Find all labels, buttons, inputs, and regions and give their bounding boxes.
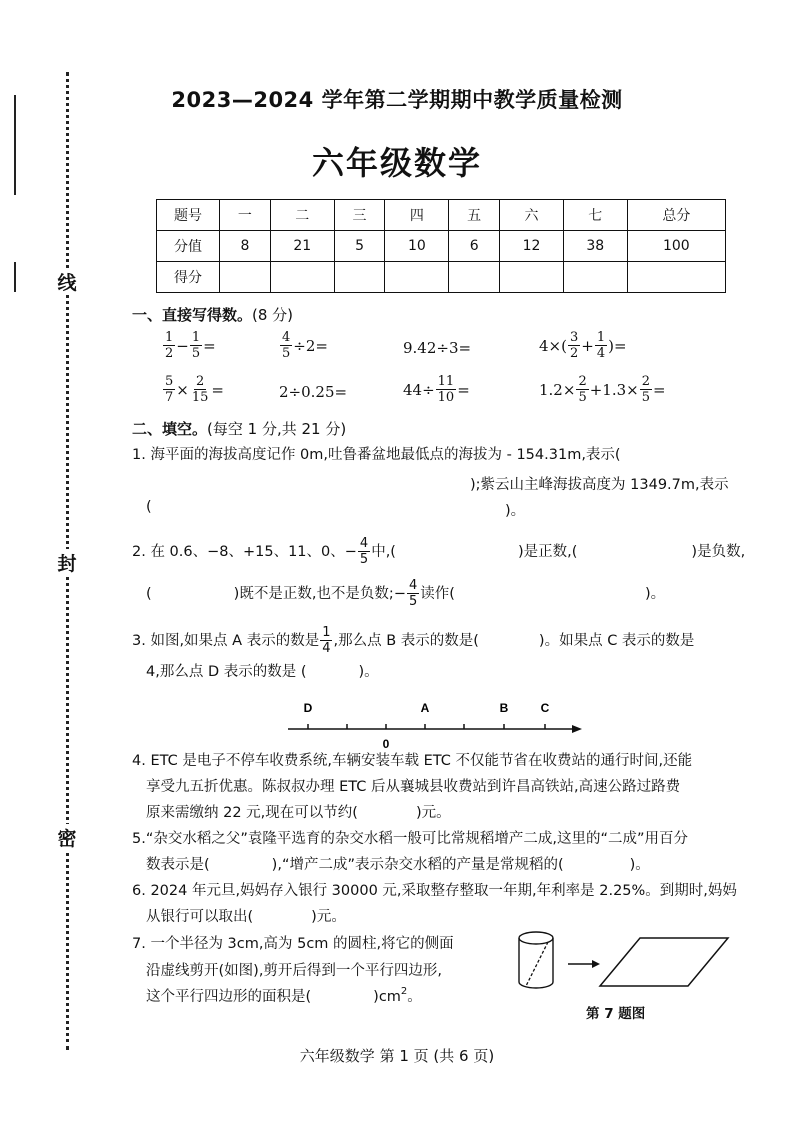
- point-label-d: D: [303, 701, 313, 715]
- calc-item-7: 44÷ $\frac{11}{10}$ =: [403, 374, 470, 405]
- score-input-cell[interactable]: [334, 262, 385, 293]
- fraction: $\frac{4}{5}$: [408, 578, 418, 609]
- table-cell: 6: [449, 231, 500, 262]
- table-cell: 三: [334, 200, 385, 231]
- score-input-cell[interactable]: [385, 262, 449, 293]
- cut-dashed-line: [526, 942, 548, 986]
- table-cell: 二: [270, 200, 334, 231]
- table-cell: 四: [385, 200, 449, 231]
- score-input-cell[interactable]: [500, 262, 564, 293]
- q4-line3: 原来需缴纳 22 元,现在可以节约( )元。: [146, 805, 451, 821]
- calc-item-1: $\frac{1}{2}$ − $\frac{1}{5}$ =: [165, 330, 216, 361]
- section2-note: (每空 1 分,共 21 分): [207, 420, 347, 438]
- q3-line2: 4,那么点 D 表示的数是 ( )。: [146, 664, 379, 680]
- point-label-b: B: [499, 701, 509, 715]
- section1-note: (8 分): [252, 306, 294, 324]
- calc-item-5: $\frac{5}{7}$ × $\frac{2}{15}$ =: [165, 374, 224, 405]
- point-label-c: C: [540, 701, 550, 715]
- table-cell: 题号: [157, 200, 220, 231]
- table-cell: 分值: [157, 231, 220, 262]
- calc-item-4: 4×( $\frac{3}{2}$ + $\frac{1}{4}$ )=: [539, 330, 627, 361]
- table-cell: 七: [563, 200, 627, 231]
- q7-line1: 7. 一个半径为 3cm,高为 5cm 的圆柱,将它的侧面: [132, 936, 454, 952]
- fraction: $\frac{5}{7}$: [165, 374, 174, 405]
- fraction: $\frac{11}{10}$: [437, 374, 455, 405]
- fraction: $\frac{1}{2}$: [165, 330, 174, 361]
- fraction: $\frac{1}{4}$: [596, 330, 606, 361]
- table-cell: 10: [385, 231, 449, 262]
- zero-label: 0: [382, 737, 390, 751]
- calc-item-8: 1.2× $\frac{2}{5}$ +1.3× $\frac{2}{5}$ =: [539, 374, 666, 405]
- section1-title: 一、直接写得数。: [132, 306, 253, 324]
- q5-line2: 数表示是( ),“增产二成”表示杂交水稻的产量是常规稻的( )。: [146, 857, 650, 873]
- page-footer: 六年级数学 第 1 页 (共 6 页): [299, 1047, 495, 1065]
- point-label-a: A: [420, 701, 430, 715]
- table-cell: 100: [627, 231, 725, 262]
- fraction: $\frac{3}{2}$: [569, 330, 579, 361]
- q3-line1: 3. 如图,如果点 A 表示的数是 $\frac{1}{4}$ ,那么点 B 表示的数是( )。如果点 C 表示的数是: [132, 625, 695, 656]
- fraction: $\frac{4}{5}$: [359, 536, 369, 567]
- cylinder-figure: [512, 928, 732, 1000]
- score-input-cell[interactable]: [220, 262, 271, 293]
- section1-heading: [132, 304, 293, 325]
- calc-item-2: $\frac{4}{5}$ ÷2=: [282, 330, 328, 361]
- q1-line1: 1. 海平面的海拔高度记作 0m,吐鲁番盆地最低点的海拔为 - 154.31m,表示(: [132, 447, 621, 463]
- binding-line-mid: [14, 262, 16, 292]
- seal-char-mi: 密: [52, 824, 82, 851]
- table-cell: 8: [220, 231, 271, 262]
- score-input-cell[interactable]: [563, 262, 627, 293]
- seal-char-xian: 线: [52, 268, 82, 295]
- fraction: $\frac{4}{5}$: [282, 330, 291, 361]
- table-cell: 21: [270, 231, 334, 262]
- q1-line3-close: )。: [505, 503, 526, 519]
- q6-line2: 从银行可以取出( )元。: [146, 909, 346, 925]
- exam-title: 2023—2024 学年第二学期期中教学质量检测: [171, 88, 623, 112]
- fraction: $\frac{1}{5}$: [191, 330, 201, 361]
- q2-line1: 2. 在 0.6、−8、+15、11、0、− $\frac{4}{5}$ 中,( )是正数,( )是负数,: [132, 536, 746, 567]
- q7-line2: 沿虚线剪开(如图),剪开后得到一个平行四边形,: [146, 963, 443, 979]
- score-input-cell[interactable]: [270, 262, 334, 293]
- parallelogram-shape: [600, 938, 728, 986]
- q6-line1: 6. 2024 年元旦,妈妈存入银行 30000 元,采取整存整取一年期,年利率是 2.25%。到期时,妈妈: [132, 883, 737, 899]
- figure-caption: 第 7 题图: [586, 1006, 646, 1022]
- q1-line3-open: (: [146, 499, 152, 515]
- fraction: $\frac{2}{5}$: [578, 374, 587, 405]
- table-cell: 总分: [627, 200, 725, 231]
- number-line-figure: [280, 694, 590, 754]
- section2-title: 二、填空。: [132, 420, 208, 438]
- q4-line2: 享受九五折优惠。陈叔叔办理 ETC 后从襄城县收费站到许昌高铁站,高速公路过路费: [146, 779, 681, 795]
- seal-char-feng: 封: [52, 549, 82, 576]
- q2-line2: ( )既不是正数,也不是负数;− $\frac{4}{5}$ 读作( )。: [146, 578, 666, 609]
- table-cell: 5: [334, 231, 385, 262]
- calc-item-6: 2÷0.25=: [279, 383, 348, 401]
- score-table: [156, 199, 726, 293]
- arrow-right-icon: [592, 960, 600, 968]
- cylinder-bottom: [519, 982, 553, 988]
- table-cell: 六: [500, 200, 564, 231]
- fraction: $\frac{1}{4}$: [322, 625, 331, 656]
- q7-line3: 这个平行四边形的面积是( )cm $^2$ 。: [146, 986, 422, 1005]
- subject-title: 六年级数学: [311, 144, 482, 182]
- score-input-cell[interactable]: [449, 262, 500, 293]
- section2-heading: [132, 418, 346, 439]
- fraction: $\frac{2}{15}$: [191, 374, 209, 405]
- q1-line2: );紫云山主峰海拔高度为 1349.7m,表示: [470, 477, 729, 493]
- arrow-right-icon: [572, 725, 582, 733]
- score-table-row-question: [157, 200, 726, 231]
- fraction: $\frac{2}{5}$: [641, 374, 650, 405]
- score-table-row-score: [157, 262, 726, 293]
- calc-item-3: 9.42÷3=: [403, 339, 472, 357]
- table-cell: 38: [563, 231, 627, 262]
- table-cell: 一: [220, 200, 271, 231]
- score-table-row-points: [157, 231, 726, 262]
- q4-line1: 4. ETC 是电子不停车收费系统,车辆安装车载 ETC 不仅能节省在收费站的通行时间,还能: [132, 753, 693, 769]
- table-cell: 12: [500, 231, 564, 262]
- q5-line1: 5.“杂交水稻之父”袁隆平选育的杂交水稻一般可比常规稻增产二成,这里的“二成”用百分: [132, 831, 688, 847]
- table-cell: 得分: [157, 262, 220, 293]
- table-cell: 五: [449, 200, 500, 231]
- score-input-cell[interactable]: [627, 262, 725, 293]
